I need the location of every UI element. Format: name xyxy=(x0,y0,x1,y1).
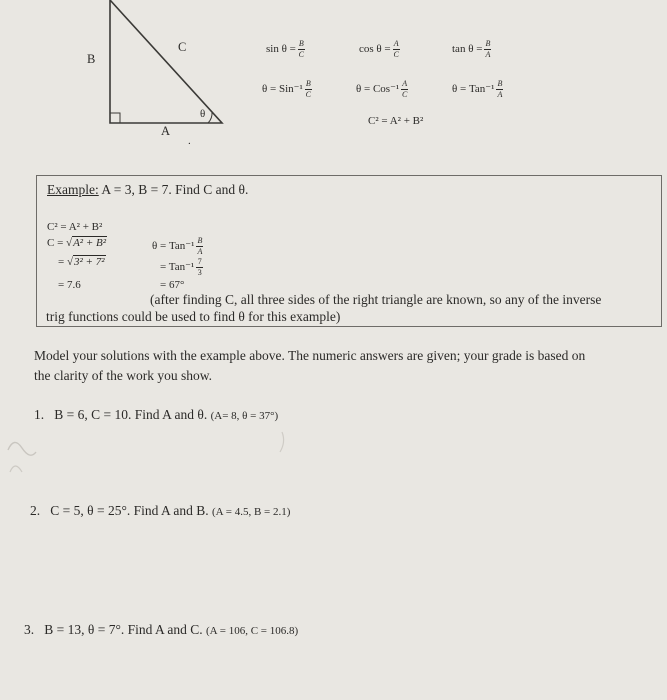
problem-1: 1. B = 6, C = 10. Find A and θ. (A= 8, θ = 37°) xyxy=(34,407,279,422)
example-title: Example: A = 3, B = 7. Find C and θ. xyxy=(47,182,249,197)
side-label-a: A xyxy=(161,124,171,138)
problem-2: 2. C = 5, θ = 25°. Find A and B. (A = 4.5, B = 2.1) xyxy=(30,503,291,518)
example-note-line-2: trig functions could be used to find θ for this example) xyxy=(46,309,341,324)
cos-formula: cos θ = $\frac{A}{C}$ xyxy=(359,39,399,59)
example-theta-step-3: = 67° xyxy=(160,279,185,291)
arcsin-formula: θ = Sin⁻¹ $\frac{B}{C}$ xyxy=(262,79,311,99)
example-step-1: C² = A² + B² xyxy=(47,221,103,233)
theta-arc xyxy=(208,112,212,123)
side-label-b: B xyxy=(87,52,96,66)
sin-formula: sin θ = $\frac{B}{C}$ xyxy=(266,39,304,59)
speck-dot: . xyxy=(188,135,191,147)
triangle-shape xyxy=(110,0,222,123)
example-theta-step-2: = Tan⁻¹ $\frac{7}{3}$ xyxy=(160,257,202,277)
example-step-4: = 7.6 xyxy=(58,279,81,291)
angle-label-theta: θ xyxy=(200,108,206,120)
arctan-formula: θ = Tan⁻¹ $\frac{B}{A}$ xyxy=(452,79,503,99)
instructions-line-2: the clarity of the work you show. xyxy=(34,368,212,383)
example-step-2: C = √A² + B² xyxy=(47,237,107,249)
example-step-3: = √3² + 7² xyxy=(58,256,105,268)
example-note-line-1: (after finding C, all three sides of the right triangle are known, so any of the inverse xyxy=(150,292,602,307)
pythagorean-formula: C² = A² + B² xyxy=(368,115,424,127)
tan-formula: tan θ = $\frac{B}{A}$ xyxy=(452,39,491,59)
example-theta-step-1: θ = Tan⁻¹ $\frac{B}{A}$ xyxy=(152,236,203,256)
side-label-c: C xyxy=(178,40,187,54)
right-angle-mark xyxy=(110,113,120,123)
instructions-line-1: Model your solutions with the example above. The numeric answers are given; your grade is based on xyxy=(34,348,586,363)
problem-3: 3. B = 13, θ = 7°. Find A and C. (A = 106, C = 106.8) xyxy=(24,622,299,637)
arccos-formula: θ = Cos⁻¹ $\frac{A}{C}$ xyxy=(356,79,408,99)
faint-erasure-marks xyxy=(0,420,300,500)
